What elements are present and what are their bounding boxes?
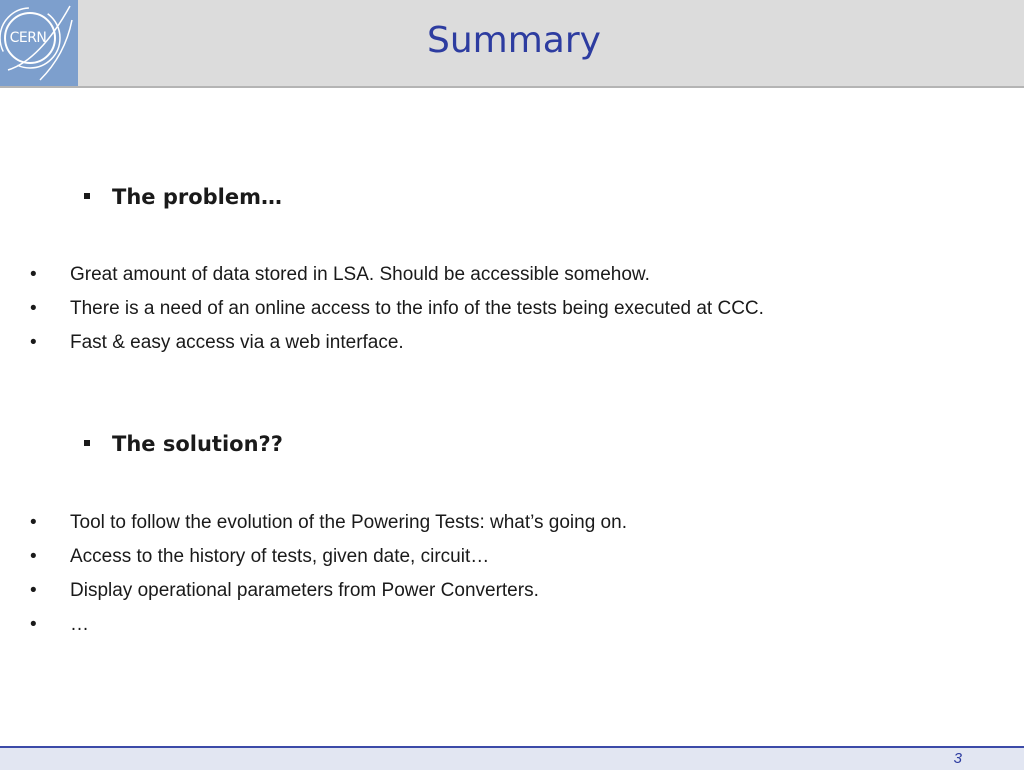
bullet-icon: • (30, 512, 37, 533)
list-item-text: Great amount of data stored in LSA. Should be accessible somehow. (70, 264, 650, 285)
page-title-text: Summary (427, 20, 601, 61)
bullet-icon: • (30, 580, 37, 601)
list-item (30, 258, 764, 292)
square-bullet-icon (84, 193, 90, 199)
list-item (30, 608, 627, 642)
section-heading-problem (84, 185, 282, 209)
page-number: 3 (953, 750, 962, 767)
cern-logo-text: CERN (9, 30, 47, 46)
list-item-text: Access to the history of tests, given date, circuit… (70, 546, 490, 567)
page-title (78, 20, 1024, 61)
list-item (30, 326, 764, 360)
list-item (30, 574, 627, 608)
square-bullet-icon (84, 440, 90, 446)
bullet-icon: • (30, 332, 37, 353)
section-heading-text: The problem… (112, 185, 282, 209)
list-item-text: Display operational parameters from Power Converters. (70, 580, 539, 601)
list-item (30, 292, 764, 326)
list-item (30, 506, 627, 540)
bullet-icon: • (30, 546, 37, 567)
section-heading-solution (84, 432, 283, 456)
slide-header (0, 0, 1024, 88)
section-heading-text: The solution?? (112, 432, 283, 456)
problem-list (30, 258, 764, 360)
list-item-text: There is a need of an online access to the info of the tests being executed at CCC. (70, 298, 764, 319)
bullet-icon: • (30, 264, 37, 285)
list-item-text: Tool to follow the evolution of the Powering Tests: what’s going on. (70, 512, 627, 533)
solution-list (30, 506, 627, 642)
bullet-icon: • (30, 614, 37, 635)
list-item (30, 540, 627, 574)
slide-footer (0, 746, 1024, 770)
bullet-icon: • (30, 298, 37, 319)
list-item-text: Fast & easy access via a web interface. (70, 332, 404, 353)
list-item-text: … (70, 614, 89, 635)
cern-logo (0, 0, 78, 86)
